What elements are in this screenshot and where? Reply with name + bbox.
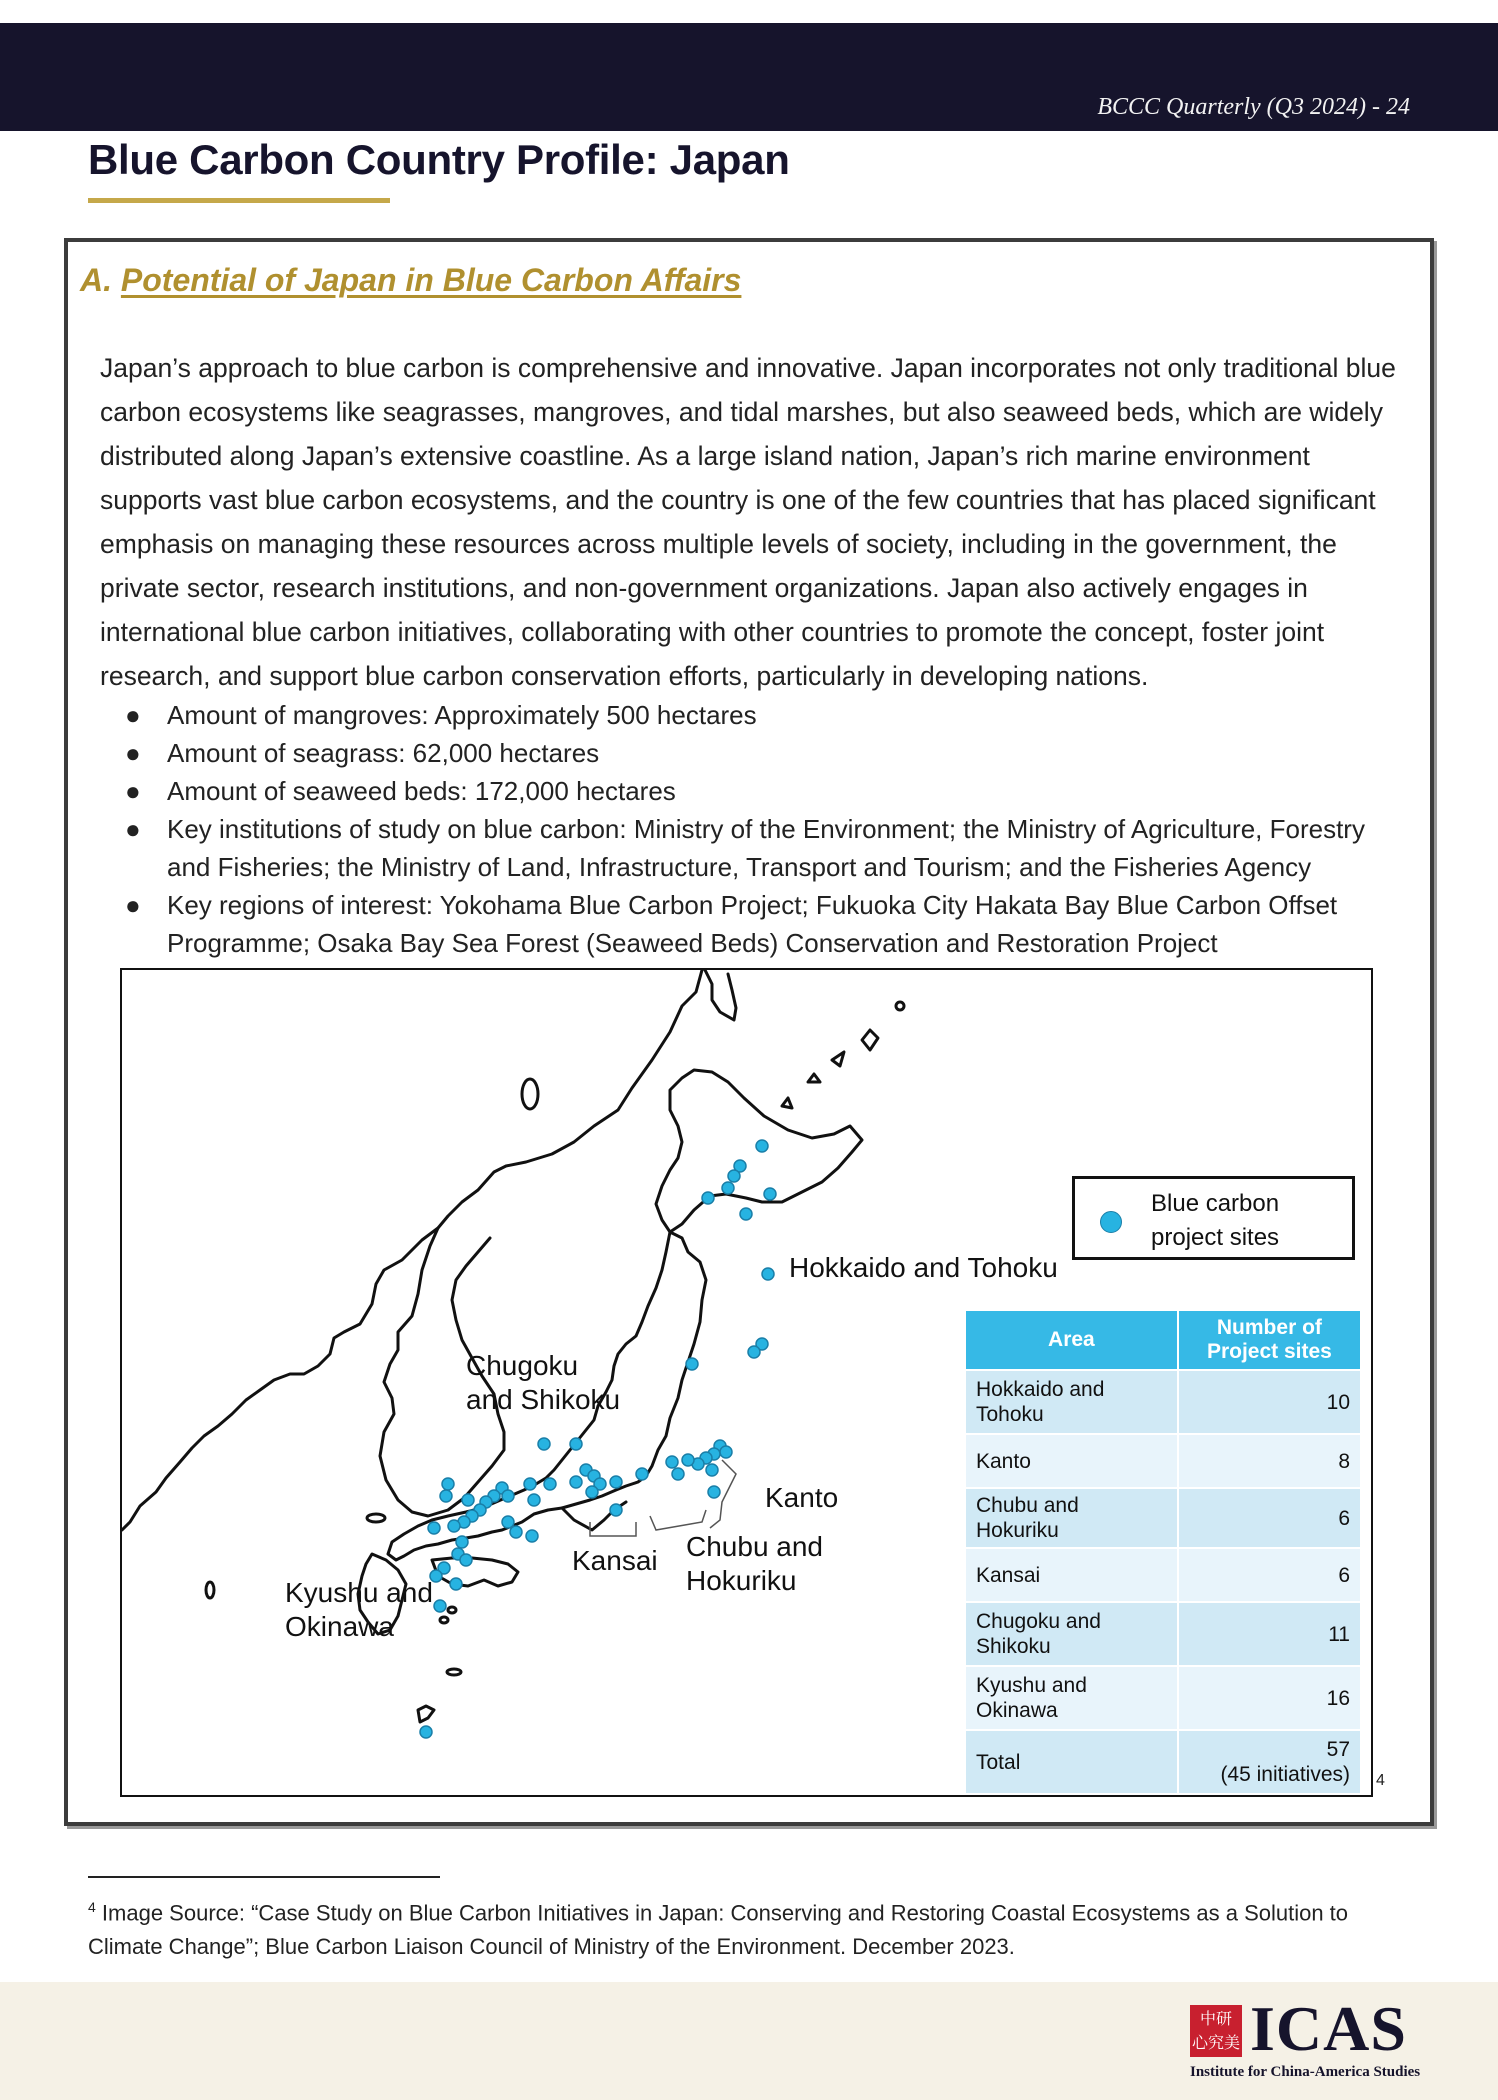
island [447, 1669, 461, 1675]
footnote-text: Image Source: “Case Study on Blue Carbon Initiatives in Japan: Conserving and Restoring Coastal Ecosystems as a Solution to Climate Change”; Blue Carbon Liaison Council of Ministry of the Environment. December 2023. [88, 1900, 1349, 1960]
island [418, 1706, 434, 1722]
icas-logo-mark: 中研 心究美 [1190, 2005, 1242, 2057]
bullet-list [100, 696, 1410, 962]
sakhalin-coastline [705, 970, 736, 1020]
project-site-marker [462, 1494, 474, 1506]
table-cell-area: Chugoku and Shikoku [966, 1603, 1177, 1665]
project-site-marker [720, 1446, 732, 1458]
project-sites-table [964, 1309, 1362, 1795]
project-site-marker [434, 1600, 446, 1612]
project-site-marker [524, 1478, 536, 1490]
project-site-marker [460, 1554, 472, 1566]
table-cell-area: Hokkaido and Tohoku [966, 1371, 1177, 1433]
section-heading-text: Potential of Japan in Blue Carbon Affairs [120, 262, 742, 298]
project-site-marker [448, 1520, 460, 1532]
list-item [100, 810, 1410, 886]
table-row [966, 1549, 1360, 1601]
icas-logo-subtitle: Institute for China-America Studies [1190, 2064, 1421, 2080]
table-cell-count: 10 [1179, 1371, 1360, 1433]
figure-footnote-ref: 4 [1376, 1772, 1385, 1789]
project-site-marker [502, 1516, 514, 1528]
project-site-marker [450, 1578, 462, 1590]
project-site-marker [442, 1478, 454, 1490]
legend-marker-icon [1100, 1211, 1122, 1233]
project-site-marker [456, 1536, 468, 1548]
table-total-row [966, 1731, 1360, 1793]
table-cell-area: Kyushu and Okinawa [966, 1667, 1177, 1729]
island [522, 1079, 538, 1109]
table-row [966, 1667, 1360, 1729]
section-letter: A. [80, 262, 112, 298]
list-item [100, 696, 1410, 734]
table-header-count: Number of Project sites [1179, 1311, 1360, 1369]
legend-text: Blue carbon project sites [1151, 1190, 1280, 1251]
region-label-hokkaido: Hokkaido and Tohoku [789, 1252, 1058, 1283]
project-site-marker [420, 1726, 432, 1738]
region-label-kansai: Kansai [572, 1545, 658, 1576]
bullet-text: Amount of seaweed beds: 172,000 hectares [167, 776, 676, 806]
page-title: Blue Carbon Country Profile: Japan [88, 136, 790, 183]
project-site-marker [764, 1188, 776, 1200]
project-site-marker [428, 1522, 440, 1534]
bullet-text: Key regions of interest: Yokohama Blue Carbon Project; Fukuoka City Hakata Bay Blue Carbon Offset Programme; Osaka Bay Sea Forest (Seaweed Beds) Conservation and Restoration Project [167, 890, 1338, 958]
project-site-marker [728, 1170, 740, 1182]
project-site-marker [610, 1504, 622, 1516]
table-total-note: (45 initiatives) [1220, 1763, 1350, 1786]
island [206, 1582, 214, 1598]
icas-logo-text: ICAS [1250, 1993, 1407, 2064]
footnote [88, 1890, 1428, 1964]
project-site-marker [544, 1478, 556, 1490]
island [896, 1002, 904, 1010]
table-total-label: Total [966, 1731, 1177, 1793]
footnote-number: 4 [88, 1899, 96, 1915]
project-site-marker [740, 1208, 752, 1220]
list-item [100, 734, 1410, 772]
project-site-marker [722, 1182, 734, 1194]
table-cell-count: 16 [1179, 1667, 1360, 1729]
project-site-marker [526, 1530, 538, 1542]
map-legend [1072, 1176, 1355, 1260]
title-underline [88, 198, 390, 203]
project-site-marker [672, 1468, 684, 1480]
project-site-marker [610, 1476, 622, 1488]
project-site-marker [510, 1526, 522, 1538]
table-cell-count: 6 [1179, 1489, 1360, 1547]
project-site-marker [440, 1490, 452, 1502]
project-site-marker [702, 1192, 714, 1204]
table-row [966, 1603, 1360, 1665]
bullet-text: Key institutions of study on blue carbon: Ministry of the Environment; the Ministry of Agriculture, Forestry and Fisheries; the Ministry of Land, Infrastructure, Transport and Tourism; and the Fisheries Agency [167, 814, 1365, 882]
table-row [966, 1371, 1360, 1433]
table-total-value: 57 [1326, 1738, 1350, 1761]
kuril-islands-coastline [782, 1030, 878, 1108]
project-site-markers [420, 1140, 776, 1738]
project-site-marker [586, 1486, 598, 1498]
table-cell-count: 8 [1179, 1435, 1360, 1487]
project-site-marker [502, 1490, 514, 1502]
project-site-marker [748, 1346, 760, 1358]
project-site-marker [706, 1464, 718, 1476]
chubu-bracket [650, 1510, 706, 1530]
table-cell-area: Chubu and Hokuriku [966, 1489, 1177, 1547]
bullet-icon: ● [125, 776, 141, 806]
region-label-chubu: Chubu and Hokuriku [686, 1531, 824, 1596]
page-tag: BCCC Quarterly (Q3 2024) - 24 [1097, 94, 1410, 120]
region-label-kyushu: Kyushu and Okinawa [285, 1577, 433, 1642]
list-item [100, 886, 1410, 962]
island [448, 1607, 456, 1613]
project-site-marker [528, 1494, 540, 1506]
island [440, 1617, 448, 1623]
bullet-icon: ● [125, 700, 141, 730]
island [367, 1514, 385, 1522]
project-site-marker [570, 1438, 582, 1450]
project-site-marker [570, 1476, 582, 1488]
body-paragraph: Japan’s approach to blue carbon is comprehensive and innovative. Japan incorporates not only traditional blue carbon ecosystems like seagrasses, mangroves, and tidal marshes, but also seaweed beds, which are widely distributed along Japan’s extensive coastline. As a large island nation, Japan’s rich marine environment supports vast blue carbon ecosystems, and the country is one of the few countries that has placed significant emphasis on managing these resources across multiple levels of society, including in the government, the private sector, research institutions, and non-government organizations. Japan also actively engages in international blue carbon initiatives, collaborating with other countries to promote the concept, foster joint research, and support blue carbon conservation efforts, particularly in developing nations. [100, 353, 1396, 691]
project-site-marker [708, 1486, 720, 1498]
project-site-marker [636, 1468, 648, 1480]
bullet-icon: ● [125, 890, 141, 920]
section-heading [80, 262, 741, 299]
list-item [100, 772, 1410, 810]
region-label-kanto: Kanto [765, 1482, 839, 1513]
table-row [966, 1489, 1360, 1547]
table-row [966, 1435, 1360, 1487]
bullet-icon: ● [125, 738, 141, 768]
table-cell-count: 6 [1179, 1549, 1360, 1601]
footnote-divider [88, 1876, 440, 1878]
project-site-marker [538, 1438, 550, 1450]
project-site-marker [762, 1268, 774, 1280]
bullet-icon: ● [125, 814, 141, 844]
project-site-marker [756, 1140, 768, 1152]
table-header-area: Area [966, 1311, 1177, 1369]
japan-map-figure [120, 968, 1373, 1797]
table-cell-area: Kansai [966, 1549, 1177, 1601]
bullet-text: Amount of seagrass: 62,000 hectares [167, 738, 600, 768]
table-total-cell [1179, 1731, 1360, 1793]
table-cell-count: 11 [1179, 1603, 1360, 1665]
region-label-chugoku: Chugoku and Shikoku [466, 1350, 621, 1415]
project-site-marker [666, 1456, 678, 1468]
project-site-marker [686, 1358, 698, 1370]
table-cell-area: Kanto [966, 1435, 1177, 1487]
bullet-text: Amount of mangroves: Approximately 500 hectares [167, 700, 757, 730]
mainland-coastline [122, 970, 702, 1530]
project-site-marker [682, 1454, 694, 1466]
